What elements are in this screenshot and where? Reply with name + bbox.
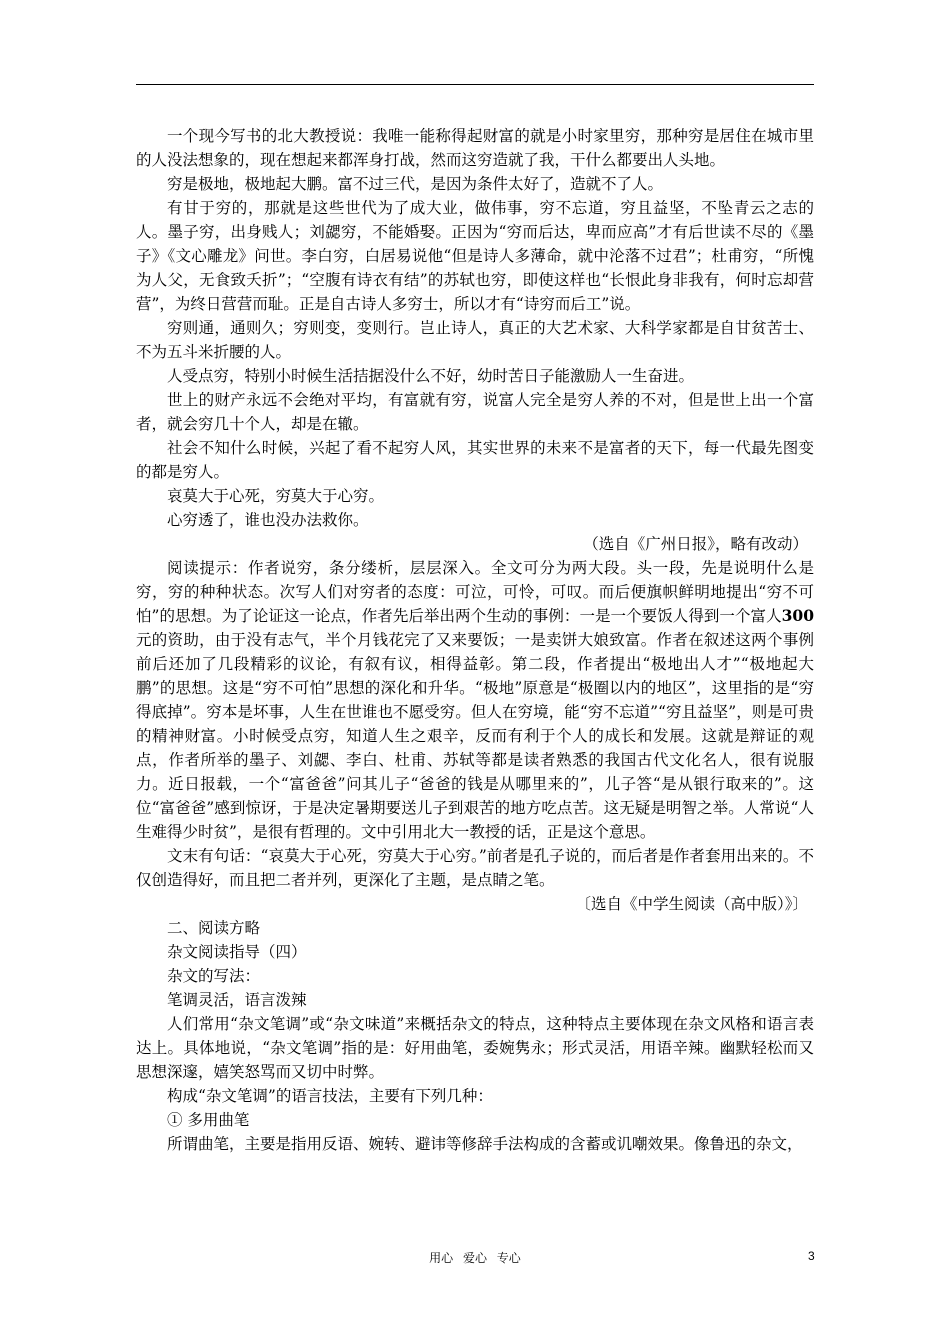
source-citation: （选自《广州日报》，略有改动）: [583, 535, 808, 553]
paragraph: 穷则通，通则久；穷则变，变则行。岂止诗人，真正的大艺术家、大科学家都是自甘贫苦士、不为五斗米折腰的人。: [136, 319, 814, 361]
page-body: [136, 124, 814, 1156]
footer-motto: 用心 爱心 专心: [429, 1251, 521, 1265]
paragraph: 心穷透了，谁也没办法救你。: [167, 511, 369, 529]
header-rule: [136, 84, 814, 85]
style-title: 笔调灵活，语言泼辣: [167, 991, 307, 1009]
paragraph: 有甘于穷的，那就是这些世代为了成大业，做伟事，穷不忘道，穷且益坚，不坠青云之志的人。墨子穷，出身贱人；刘勰穷，不能婚娶。正因为“穷而后达，卑而应高”才有后世读不尽的《墨子》《文心雕龙》问世。李白穷，白居易说他“但是诗人多薄命，就中沦落不过君”；杜甫穷，“所愧为人父，无食致夭折”；“空腹有诗衣有结”的苏轼也穷，即使这样也“长恨此身非我有，何时忘却营营”，为终日营营而耻。正是自古诗人多穷士，所以才有“诗穷而后工”说。: [136, 199, 814, 313]
paragraph: 社会不知什么时候，兴起了看不起穷人风，其实世界的未来不是富者的天下，每一代最先图变的都是穷人。: [136, 439, 814, 481]
paragraph: 人受点穷，特别小时候生活拮据没什么不好，幼时苦日子能激励人一生奋进。: [167, 367, 695, 385]
techniques-intro: 构成“杂文笔调”的语言技法，主要有下列几种：: [167, 1087, 493, 1105]
paragraph: 哀莫大于心死，穷莫大于心穷。: [167, 487, 385, 505]
source-citation: 〔选自《中学生阅读（高中版）》〕: [575, 895, 808, 913]
section-title: 二、阅读方略: [167, 919, 261, 937]
paragraph: 穷是极地，极地起大鹏。富不过三代，是因为条件太好了，造就不了人。: [167, 175, 664, 193]
ending-paragraph: 文末有句话：“哀莫大于心死，穷莫大于心穷。”前者是孔子说的，而后者是作者套用出来的。不仅创造得好，而且把二者并列，更深化了主题，是点睛之笔。: [136, 847, 814, 889]
style-paragraph: 人们常用“杂文笔调”或“杂文味道”来概括杂文的特点，这种特点主要体现在杂文风格和语言表达上。具体地说，“杂文笔调”指的是：好用曲笔，委婉隽永；形式灵活，用语辛辣。幽默轻松而又思想深邃，嬉笑怒骂而又切中时弊。: [136, 1015, 814, 1081]
paragraph: 世上的财产永远不会绝对平均，有富就有穷，说富人完全是穷人养的不对，但是世上出一个富者，就会穷几十个人，却是在辙。: [136, 391, 814, 433]
writing-title: 杂文的写法：: [167, 967, 261, 985]
reading-tip-paragraph: [136, 556, 814, 844]
technique-heading: ① 多用曲笔: [167, 1111, 250, 1129]
reading-tip-amount: 300: [781, 606, 814, 625]
reading-tip-text: 元的资助，由于没有志气，半个月钱花完了又来要饭；一是卖饼大娘致富。作者在叙述这两个事例前后还加了几段精彩的议论，有叙有议，相得益彰。第二段，作者提出“极地出人才”“极地起大鹏”的思想。这是“穷不可怕”思想的深化和升华。“极地”原意是“极圈以内的地区”，这里指的是“穷得底掉”。穷本是坏事，人生在世谁也不愿受穷。但人在穷境，能“穷不忘道”“穷且益坚”，则是可贵的精神财富。小时候受点穷，知道人生之艰辛，反而有利于个人的成长和发展。这就是辩证的观点，作者所举的墨子、刘勰、李白、杜甫、苏轼等都是读者熟悉的我国古代文化名人，很有说服力。近日报载，一个“富爸爸”问其儿子“爸爸的钱是从哪里来的”，儿子答“是从银行取来的”。这位“富爸爸”感到惊讶，于是决定暑期要送儿子到艰苦的地方吃点苦。这无疑是明智之举。人常说“人生难得少时贫”，是很有哲理的。文中引用北大一教授的话，正是这个意思。: [136, 631, 814, 841]
reading-tip-text: 阅读提示：作者说穷，条分缕析，层层深入。全文可分为两大段。头一段，先是说明什么是穷，穷的种种状态。次写人们对穷者的态度：可泣，可怜，可叹。而后便旗帜鲜明地提出“穷不可怕”的思想。为了论证这一论点，作者先后举出两个生动的事例：一是一个要饭人得到一个富人: [136, 559, 814, 625]
guide-title: 杂文阅读指导（四）: [167, 943, 307, 961]
page-number: 3: [808, 1249, 815, 1263]
paragraph: 一个现今写书的北大教授说：我唯一能称得起财富的就是小时家里穷，那种穷是居住在城市里的人没法想象的，现在想起来都浑身打战，然而这穷造就了我，干什么都要出人头地。: [136, 127, 814, 169]
technique-paragraph: 所谓曲笔，主要是指用反语、婉转、避讳等修辞手法构成的含蓄或讥嘲效果。像鲁迅的杂文，: [167, 1135, 803, 1153]
